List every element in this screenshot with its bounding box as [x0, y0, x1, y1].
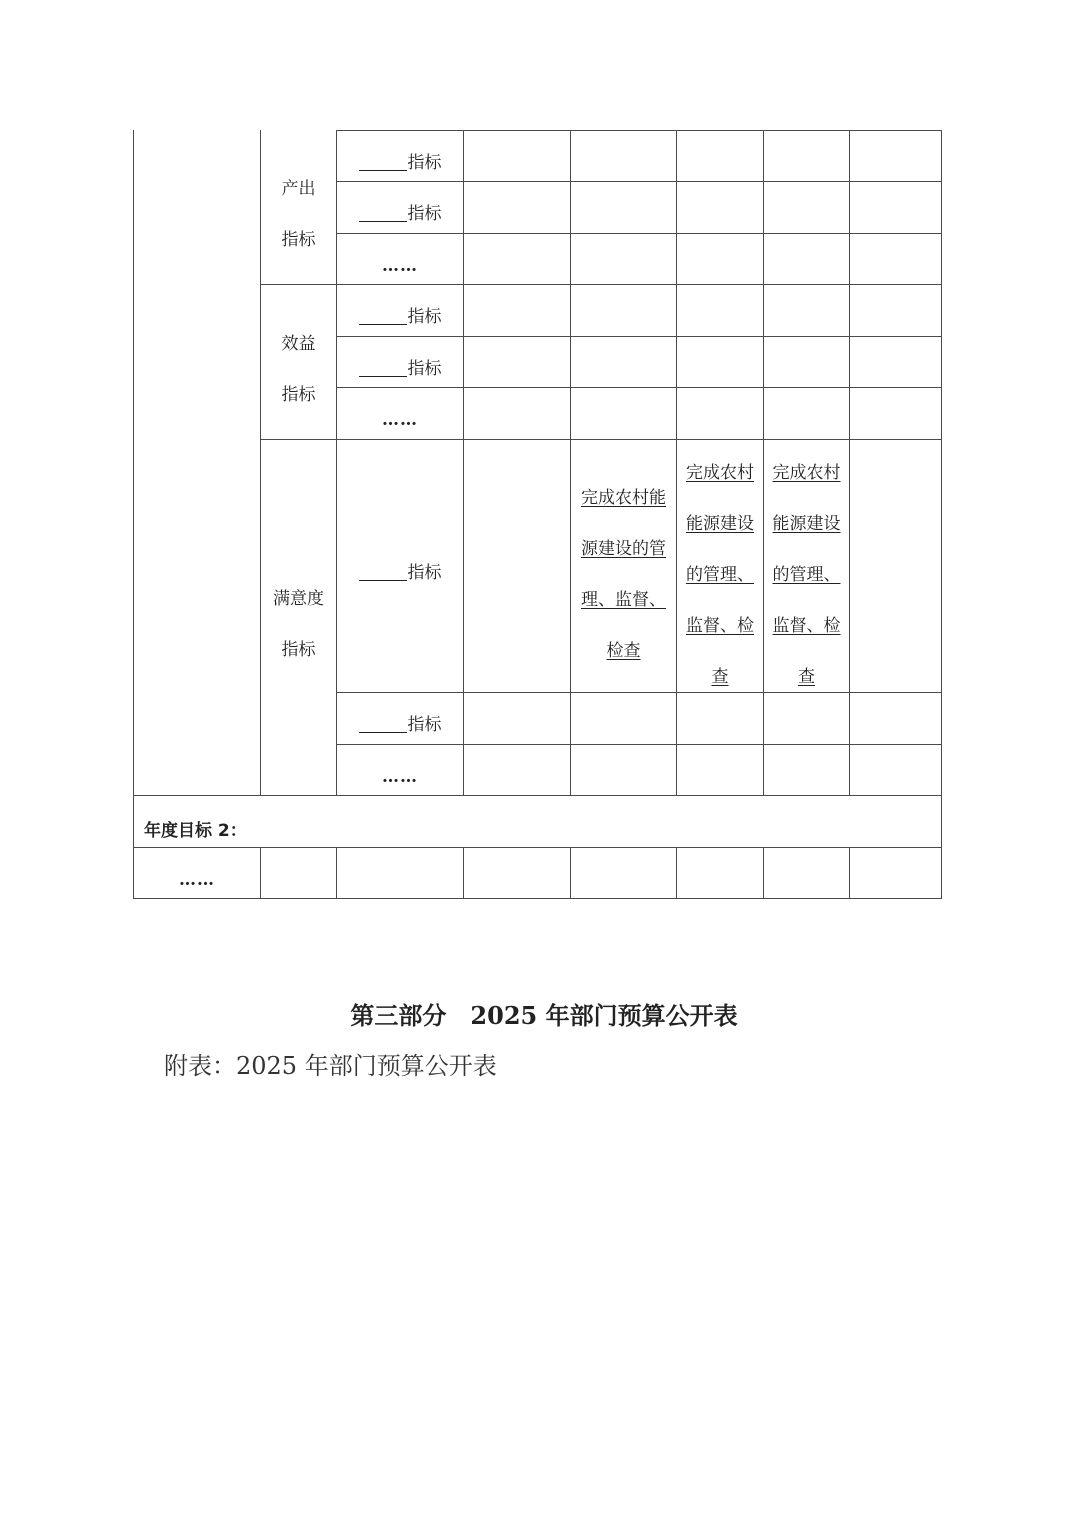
detail-line: 查 — [798, 667, 815, 687]
indicator-ellipsis: …… — [382, 255, 418, 276]
table-divider — [763, 847, 764, 899]
annual-goal-2-label: 年度目标 2： — [144, 821, 247, 841]
satisfaction-detail-cell — [764, 448, 849, 692]
indicator-cell — [337, 440, 463, 692]
detail-line: 监督、检 — [686, 616, 754, 636]
group-label-line: 满意度 — [273, 589, 324, 609]
fill-blank — [359, 207, 407, 222]
section-title: 第三部分 2025 年部门预算公开表 — [350, 1001, 738, 1030]
benefit-indicator-label — [261, 319, 336, 421]
indicator-cell — [337, 693, 463, 744]
table-divider — [570, 847, 571, 899]
detail-line: 的管理、 — [772, 565, 841, 585]
indicator-text: 指标 — [407, 358, 442, 379]
table-divider — [336, 847, 337, 899]
table-border-bottom — [133, 898, 942, 899]
indicator-text: 指标 — [407, 204, 442, 224]
indicator-ellipsis: …… — [382, 766, 418, 787]
detail-line: 查 — [711, 667, 729, 687]
satisfaction-detail-cell — [571, 473, 676, 678]
indicator-cell — [337, 182, 463, 233]
output-indicator-label — [261, 164, 336, 266]
indicator-cell — [337, 285, 463, 336]
indicator-ellipsis: …… — [382, 410, 418, 430]
detail-line: 源建设的管 — [581, 539, 666, 559]
detail-line: 理、监督、 — [581, 590, 666, 610]
attachment-note: 附表：2025 年部门预算公开表 — [164, 1052, 497, 1080]
table-divider — [463, 130, 464, 796]
detail-line: 能源建设 — [772, 514, 841, 534]
table-divider — [849, 847, 850, 899]
detail-line: 监督、检 — [772, 616, 841, 636]
detail-line: 完成农村能 — [581, 488, 666, 508]
indicator-text: 指标 — [407, 152, 442, 173]
table-border-left — [133, 130, 134, 899]
indicator-text: 指标 — [407, 562, 442, 583]
group-label-line: 指标 — [281, 385, 316, 405]
table-divider — [570, 130, 571, 796]
fill-blank — [359, 156, 407, 171]
satisfaction-indicator-label — [261, 574, 336, 676]
indicator-cell — [337, 131, 463, 181]
fill-blank — [359, 566, 407, 581]
group-label-line: 指标 — [281, 230, 316, 250]
indicator-cell — [337, 337, 463, 387]
indicator-text: 指标 — [407, 715, 442, 735]
detail-line: 的管理、 — [686, 565, 754, 585]
more-goals-ellipsis: …… — [179, 869, 215, 890]
table-divider — [260, 847, 261, 899]
table-divider — [849, 130, 850, 796]
group-label-line: 产出 — [281, 179, 316, 199]
detail-line: 检查 — [606, 641, 641, 661]
table-divider — [463, 847, 464, 899]
detail-line: 完成农村 — [772, 463, 841, 483]
table-divider — [676, 847, 677, 899]
indicator-text: 指标 — [407, 307, 442, 327]
fill-blank — [359, 718, 407, 733]
detail-line: 能源建设 — [686, 514, 754, 534]
satisfaction-detail-cell — [677, 448, 763, 692]
group-label-line: 指标 — [281, 640, 316, 660]
fill-blank — [359, 362, 407, 377]
detail-line: 完成农村 — [686, 463, 754, 483]
fill-blank — [359, 310, 407, 325]
group-label-line: 效益 — [281, 334, 316, 354]
table-border-right — [941, 130, 942, 899]
